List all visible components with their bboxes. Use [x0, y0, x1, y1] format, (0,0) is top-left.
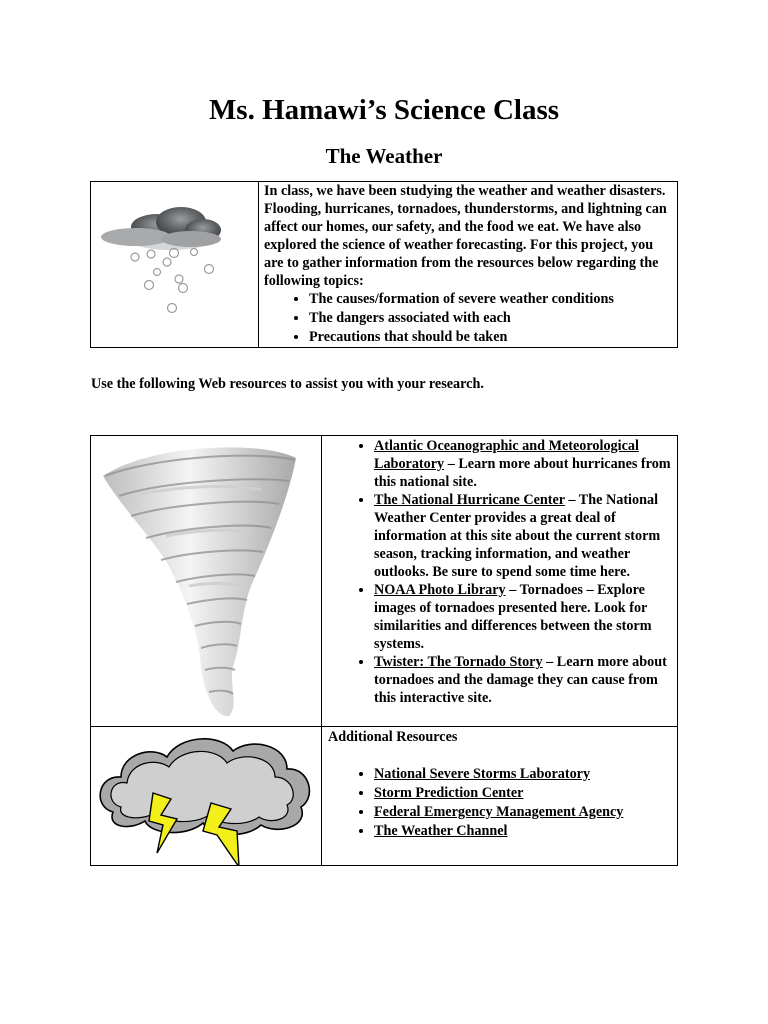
link-description: – The National Weather Center provides a great deal of information at this site about the current storm season, tracking information, and weather outlooks. Be sure to spend some time here.: [374, 492, 661, 580]
list-item: [374, 438, 671, 492]
link-nhc[interactable]: The National Hurricane Center: [374, 492, 565, 509]
resources-table: [90, 435, 678, 866]
resources-cell: [322, 436, 678, 727]
resources-list: [322, 436, 677, 708]
snow-cloud-icon: [91, 182, 258, 347]
additional-resources-title: Additional Resources: [328, 729, 458, 745]
page-subtitle: The Weather: [325, 144, 443, 168]
tornado-icon: [91, 436, 321, 726]
list-item: [374, 765, 677, 784]
list-item: [374, 492, 671, 582]
link-description: – Learn more about tornadoes and the damage they can cause from this interactive site.: [374, 654, 667, 707]
tornado-image-cell: [91, 436, 322, 727]
intro-table: [90, 181, 678, 348]
list-item: • The dangers associated with each: [309, 309, 671, 328]
thunderstorm-image-cell: [91, 727, 322, 866]
intro-image-cell: [91, 182, 259, 348]
link-noaa-photo-library[interactable]: NOAA Photo Library: [374, 582, 506, 599]
list-item: [374, 784, 677, 803]
list-item: [374, 582, 671, 654]
list-item: [374, 803, 677, 822]
link-spc[interactable]: Storm Prediction Center: [374, 785, 524, 801]
link-twister[interactable]: Twister: The Tornado Story: [374, 654, 543, 671]
additional-resources-list: [322, 765, 677, 841]
topic-list: [264, 290, 671, 347]
list-item: • Precautions that should be taken: [309, 328, 671, 347]
additional-resources-cell: [322, 727, 678, 866]
page-title: Ms. Hamawi’s Science Class: [208, 94, 560, 126]
link-description: – Learn more about hurricanes from this national site.: [374, 455, 671, 490]
intro-text-cell: [259, 182, 678, 348]
list-item: [374, 654, 671, 708]
list-item: [374, 822, 677, 841]
link-description: – Tornadoes – Explore images of tornadoes presented here. Look for similarities and differences between the storm systems.: [374, 582, 652, 652]
link-aoml[interactable]: Atlantic Oceanographic and Meteorological Laboratory: [374, 438, 639, 472]
link-nssl[interactable]: National Severe Storms Laboratory: [374, 766, 591, 782]
list-item: • The causes/formation of severe weather conditions: [309, 290, 671, 309]
intro-paragraph: In class, we have been studying the weather and weather disasters. Flooding, hurricanes, tornadoes, thunderstorms, and lightning can affect our homes, our safety, and the food we eat. We have also explored the science of weather forecasting. For this project, you are to gather information from the resources below regarding the following topics:: [264, 183, 667, 289]
thunderstorm-cloud-icon: [91, 727, 321, 865]
link-fema[interactable]: Federal Emergency Management Agency: [374, 804, 624, 820]
instruction-text: Use the following Web resources to assist you with your research.: [91, 376, 484, 392]
link-weather-channel[interactable]: The Weather Channel: [374, 823, 508, 839]
